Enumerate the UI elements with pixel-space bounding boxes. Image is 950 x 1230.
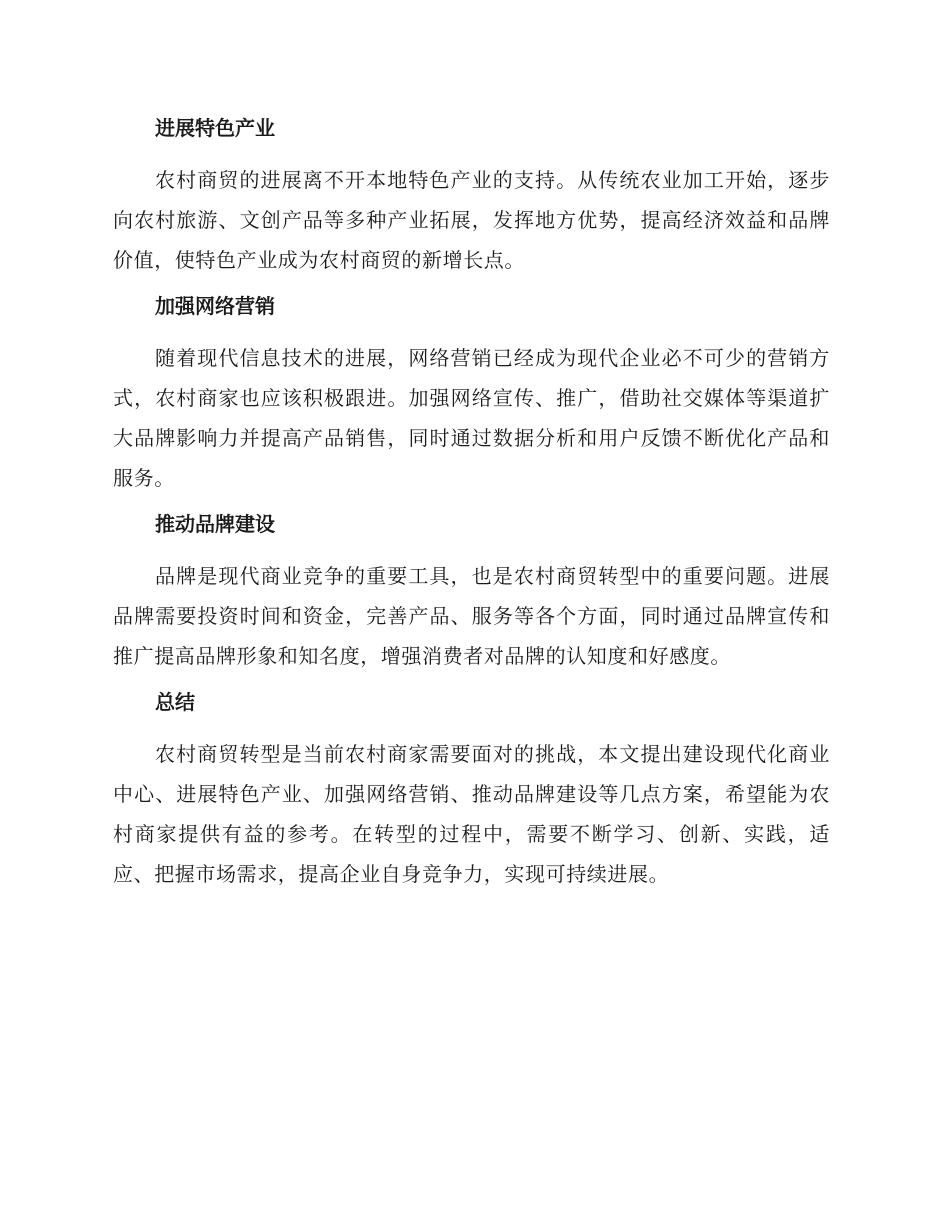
section-paragraph: 随着现代信息技术的进展，网络营销已经成为现代企业必不可少的营销方式，农村商家也应该积极跟进。加强网络宣传、推广，借助社交媒体等渠道扩大品牌影响力并提高产品销售，同时通过数据分析和用户反馈不断优化产品和服务。 (113, 346, 830, 490)
section-heading: 加强网络营销 (155, 294, 275, 318)
section-summary (113, 682, 830, 894)
section-heading: 进展特色产业 (155, 116, 275, 140)
section-paragraph: 农村商贸转型是当前农村商家需要面对的挑战，本文提出建设现代化商业中心、进展特色产业、加强网络营销、推动品牌建设等几点方案，希望能为农村商家提供有益的参考。在转型的过程中，需要不断学习、创新、实践，适应、把握市场需求，提高企业自身竞争力，实现可持续进展。 (113, 742, 830, 886)
section-paragraph: 农村商贸的进展离不开本地特色产业的支持。从传统农业加工开始，逐步向农村旅游、文创产品等多种产业拓展，发挥地方优势，提高经济效益和品牌价值，使特色产业成为农村商贸的新增长点。 (113, 168, 830, 272)
section-strengthen-online-marketing (113, 286, 830, 498)
section-heading: 总结 (155, 690, 195, 714)
section-paragraph: 品牌是现代商业竞争的重要工具，也是农村商贸转型中的重要问题。进展品牌需要投资时间和资金，完善产品、服务等各个方面，同时通过品牌宣传和推广提高品牌形象和知名度，增强消费者对品牌的认知度和好感度。 (113, 564, 830, 668)
section-develop-specialty-industry (113, 108, 830, 280)
section-promote-brand-building (113, 504, 830, 676)
section-heading: 推动品牌建设 (155, 512, 275, 536)
